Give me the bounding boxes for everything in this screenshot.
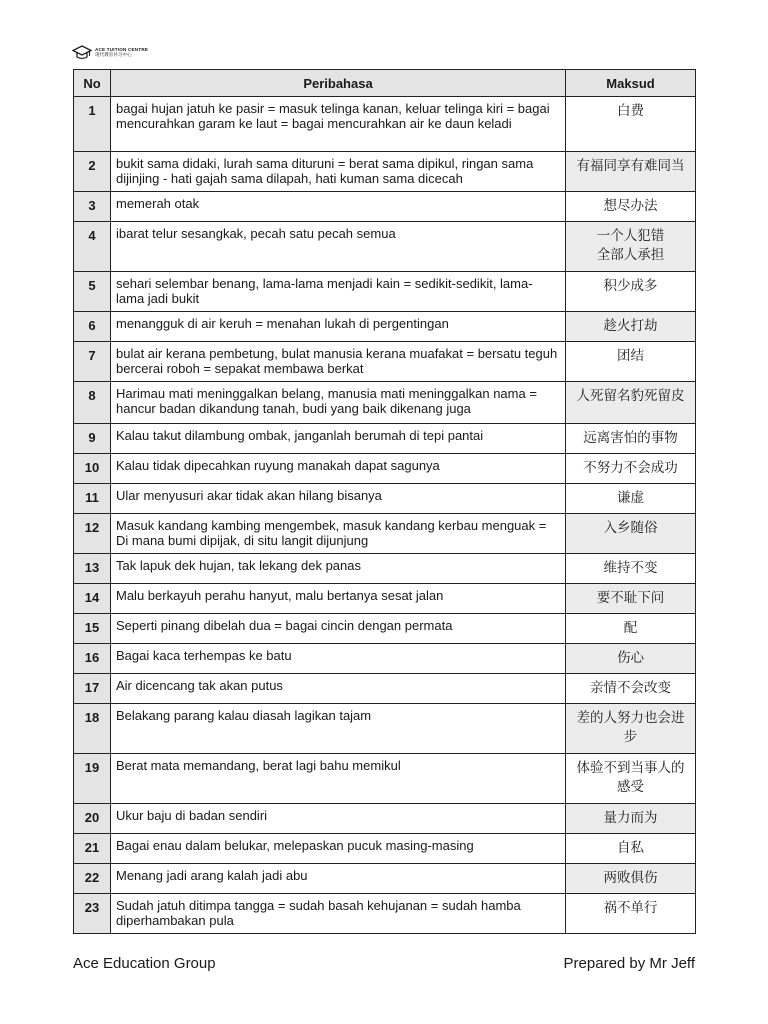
table-row: [74, 272, 696, 312]
maksud-cell: 趁火打劫: [566, 312, 696, 342]
row-number: 18: [74, 704, 111, 754]
peribahasa-cell: sehari selembar benang, lama-lama menjadi kain = sedikit-sedikit, lama-lama jadi bukit: [111, 272, 566, 312]
peribahasa-cell: Tak lapuk dek hujan, tak lekang dek panas: [111, 554, 566, 584]
peribahasa-cell: Bagai kaca terhempas ke batu: [111, 644, 566, 674]
table-row: [74, 894, 696, 934]
table-row: [74, 152, 696, 192]
peribahasa-cell: Seperti pinang dibelah dua = bagai cincin dengan permata: [111, 614, 566, 644]
row-number: 4: [74, 222, 111, 272]
row-number: 16: [74, 644, 111, 674]
row-number: 20: [74, 804, 111, 834]
maksud-cell: 亲情不会改变: [566, 674, 696, 704]
maksud-cell: 量力而为: [566, 804, 696, 834]
table-row: [74, 554, 696, 584]
peribahasa-cell: Kalau tidak dipecahkan ruyung manakah dapat sagunya: [111, 454, 566, 484]
maksud-cell: 谦虚: [566, 484, 696, 514]
maksud-cell: 配: [566, 614, 696, 644]
peribahasa-cell: Bagai enau dalam belukar, melepaskan pucuk masing-masing: [111, 834, 566, 864]
footer-author: Prepared by Mr Jeff: [563, 955, 695, 972]
table-row: [74, 424, 696, 454]
maksud-cell: 团结: [566, 342, 696, 382]
peribahasa-cell: bulat air kerana pembetung, bulat manusia kerana muafakat = bersatu teguh bercerai roboh = sepakat membawa berkat: [111, 342, 566, 382]
maksud-cell: 入乡随俗: [566, 514, 696, 554]
maksud-cell: 想尽办法: [566, 192, 696, 222]
peribahasa-cell: Sudah jatuh ditimpa tangga = sudah basah kehujanan = sudah hamba diperhambakan pula: [111, 894, 566, 934]
maksud-cell: 体验不到当事人的感受: [566, 754, 696, 804]
row-number: 17: [74, 674, 111, 704]
table-row: [74, 97, 696, 152]
row-number: 10: [74, 454, 111, 484]
table-row: [74, 484, 696, 514]
peribahasa-cell: Kalau takut dilambung ombak, janganlah berumah di tepi pantai: [111, 424, 566, 454]
maksud-cell: 祸不单行: [566, 894, 696, 934]
table-row: [74, 342, 696, 382]
table-row: [74, 192, 696, 222]
row-number: 19: [74, 754, 111, 804]
table-row: [74, 864, 696, 894]
logo: [72, 42, 148, 64]
logo-text-cn: 现代教育补习中心: [95, 52, 132, 58]
maksud-cell: 两败俱伤: [566, 864, 696, 894]
maksud-cell: 远离害怕的事物: [566, 424, 696, 454]
maksud-cell: 自私: [566, 834, 696, 864]
table-row: [74, 222, 696, 272]
table-row: [74, 454, 696, 484]
maksud-cell: 不努力不会成功: [566, 454, 696, 484]
peribahasa-cell: Malu berkayuh perahu hanyut, malu bertanya sesat jalan: [111, 584, 566, 614]
peribahasa-cell: Menang jadi arang kalah jadi abu: [111, 864, 566, 894]
maksud-cell: 一个人犯错 全部人承担: [566, 222, 696, 272]
peribahasa-cell: Masuk kandang kambing mengembek, masuk kandang kerbau menguak = Di mana bumi dipijak, di situ langit dijunjung: [111, 514, 566, 554]
maksud-cell: 有福同享有难同当: [566, 152, 696, 192]
peribahasa-cell: bagai hujan jatuh ke pasir = masuk telinga kanan, keluar telinga kiri = bagai mencurahkan garam ke laut = bagai mencurahkan air ke daun keladi: [111, 97, 566, 152]
table-row: [74, 834, 696, 864]
table-row: [74, 644, 696, 674]
row-number: 14: [74, 584, 111, 614]
peribahasa-cell: bukit sama didaki, lurah sama dituruni = berat sama dipikul, ringan sama dijinjing - hati gajah sama dilapah, hati kuman sama dicecah: [111, 152, 566, 192]
row-number: 7: [74, 342, 111, 382]
column-header-no: No: [74, 70, 111, 97]
row-number: 21: [74, 834, 111, 864]
maksud-cell: 要不耻下问: [566, 584, 696, 614]
table-row: [74, 312, 696, 342]
row-number: 13: [74, 554, 111, 584]
table-row: [74, 704, 696, 754]
row-number: 15: [74, 614, 111, 644]
row-number: 2: [74, 152, 111, 192]
row-number: 22: [74, 864, 111, 894]
row-number: 23: [74, 894, 111, 934]
table-body: [74, 97, 696, 934]
row-number: 1: [74, 97, 111, 152]
peribahasa-cell: Air dicencang tak akan putus: [111, 674, 566, 704]
maksud-cell: 人死留名豹死留皮: [566, 382, 696, 424]
peribahasa-cell: Belakang parang kalau diasah lagikan tajam: [111, 704, 566, 754]
table-row: [74, 514, 696, 554]
row-number: 12: [74, 514, 111, 554]
table-row: [74, 382, 696, 424]
table-row: [74, 584, 696, 614]
table-row: [74, 754, 696, 804]
graduation-cap-icon: [72, 43, 92, 63]
proverb-table: [73, 69, 696, 934]
maksud-cell: 伤心: [566, 644, 696, 674]
maksud-cell: 积少成多: [566, 272, 696, 312]
column-header-peribahasa: Peribahasa: [111, 70, 566, 97]
row-number: 6: [74, 312, 111, 342]
maksud-cell: 白费: [566, 97, 696, 152]
table-row: [74, 614, 696, 644]
table-row: [74, 674, 696, 704]
column-header-maksud: Maksud: [566, 70, 696, 97]
maksud-cell: 差的人努力也会进步: [566, 704, 696, 754]
peribahasa-cell: Berat mata memandang, berat lagi bahu memikul: [111, 754, 566, 804]
table-row: [74, 804, 696, 834]
peribahasa-cell: Harimau mati meninggalkan belang, manusia mati meninggalkan nama = hancur badan dikandung tanah, budi yang baik dikenang juga: [111, 382, 566, 424]
peribahasa-cell: memerah otak: [111, 192, 566, 222]
row-number: 9: [74, 424, 111, 454]
peribahasa-cell: Ukur baju di badan sendiri: [111, 804, 566, 834]
peribahasa-cell: Ular menyusuri akar tidak akan hilang bisanya: [111, 484, 566, 514]
table-header-row: [74, 70, 696, 97]
peribahasa-cell: ibarat telur sesangkak, pecah satu pecah semua: [111, 222, 566, 272]
row-number: 3: [74, 192, 111, 222]
row-number: 8: [74, 382, 111, 424]
row-number: 11: [74, 484, 111, 514]
logo-text-en: ACE TUITION CENTRE: [95, 46, 149, 52]
footer-organization: Ace Education Group: [73, 955, 216, 972]
row-number: 5: [74, 272, 111, 312]
maksud-cell: 维持不变: [566, 554, 696, 584]
peribahasa-cell: menangguk di air keruh = menahan lukah di pergentingan: [111, 312, 566, 342]
